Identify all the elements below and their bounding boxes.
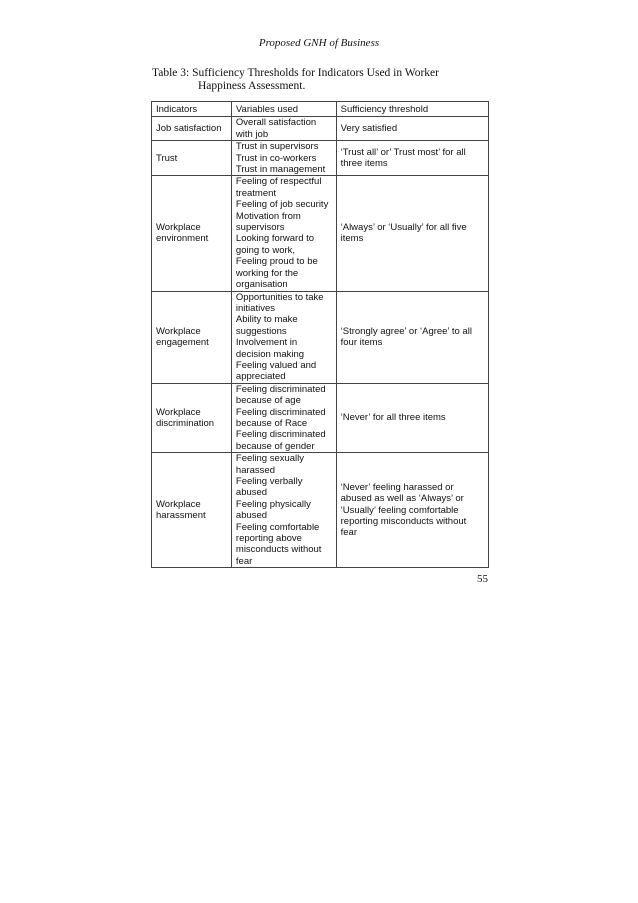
- indicator-cell: Workplace discrimination: [152, 383, 232, 452]
- column-header-variables: Variables used: [231, 102, 336, 117]
- variable-item: Feeling of respectful treatment: [235, 176, 322, 199]
- variables-cell: [231, 141, 336, 176]
- variables-cell: [231, 453, 336, 568]
- table-row: [152, 453, 489, 568]
- threshold-cell: ‘Strongly agree’ or ‘Agree’ to all four items: [336, 291, 488, 383]
- variable-item: Feeling discriminated because of gender: [235, 429, 326, 452]
- indicator-cell: Trust: [152, 141, 232, 176]
- variable-item: Involvement in decision making: [235, 337, 305, 360]
- variable-item: Feeling discriminated because of Race: [235, 406, 326, 429]
- indicator-cell: Workplace harassment: [152, 453, 232, 568]
- variable-item: Trust in co-workers: [235, 152, 317, 164]
- column-header-threshold: Sufficiency threshold: [336, 102, 488, 117]
- running-header: Proposed GNH of Business: [258, 37, 380, 49]
- variable-item: Feeling of job security: [235, 199, 329, 211]
- page-number: 55: [477, 573, 488, 585]
- table-header-row: [152, 102, 489, 117]
- sufficiency-thresholds-table: [151, 101, 489, 568]
- variable-item: Feeling comfortable reporting above misconducts without fear: [235, 521, 322, 567]
- threshold-cell: ‘Never’ feeling harassed or abused as well as ‘Always’ or ‘Usually’ feeling comfortable reporting misconducts without fear: [336, 453, 488, 568]
- table-row: [152, 176, 489, 291]
- variable-item: Feeling discriminated because of age: [235, 383, 326, 407]
- table-row: [152, 141, 489, 176]
- threshold-cell: ‘Never’ for all three items: [336, 383, 488, 452]
- variable-item: Looking forward to going to work,: [235, 233, 315, 256]
- variable-item: Feeling verbally abused: [235, 476, 303, 499]
- table-caption: [152, 67, 492, 93]
- table-row: [152, 117, 489, 141]
- indicator-cell: Job satisfaction: [152, 117, 232, 141]
- variable-item: Trust in management: [235, 164, 326, 176]
- variable-item: Overall satisfaction with job: [235, 117, 317, 140]
- variable-item: Feeling sexually harassed: [235, 453, 305, 476]
- threshold-cell: ‘Trust all’ or’ Trust most’ for all three items: [336, 141, 488, 176]
- variable-item: Motivation from supervisors: [235, 210, 301, 234]
- indicator-cell: Workplace engagement: [152, 291, 232, 383]
- indicator-cell: Workplace environment: [152, 176, 232, 291]
- variable-item: Feeling proud to be working for the organisation: [235, 256, 318, 291]
- table-row: [152, 291, 489, 383]
- column-header-indicators: Indicators: [152, 102, 232, 117]
- table-caption-label: Table 3: Sufficiency Thresholds for Indicators Used in Worker: [152, 67, 439, 79]
- threshold-cell: ‘Always’ or ‘Usually’ for all five items: [336, 176, 488, 291]
- table-row: [152, 383, 489, 452]
- variable-item: Ability to make suggestions: [235, 314, 298, 337]
- variables-cell: [231, 383, 336, 452]
- variables-cell: [231, 117, 336, 141]
- variables-cell: [231, 176, 336, 291]
- variable-item: Feeling valued and appreciated: [235, 359, 317, 383]
- threshold-cell: Very satisfied: [336, 117, 488, 141]
- variables-cell: [231, 291, 336, 383]
- variable-item: Feeling physically abused: [235, 498, 311, 522]
- variable-item: Trust in supervisors: [235, 141, 319, 153]
- variable-item: Opportunities to take initiatives: [235, 291, 324, 314]
- table-caption-continuation: Happiness Assessment.: [198, 80, 306, 92]
